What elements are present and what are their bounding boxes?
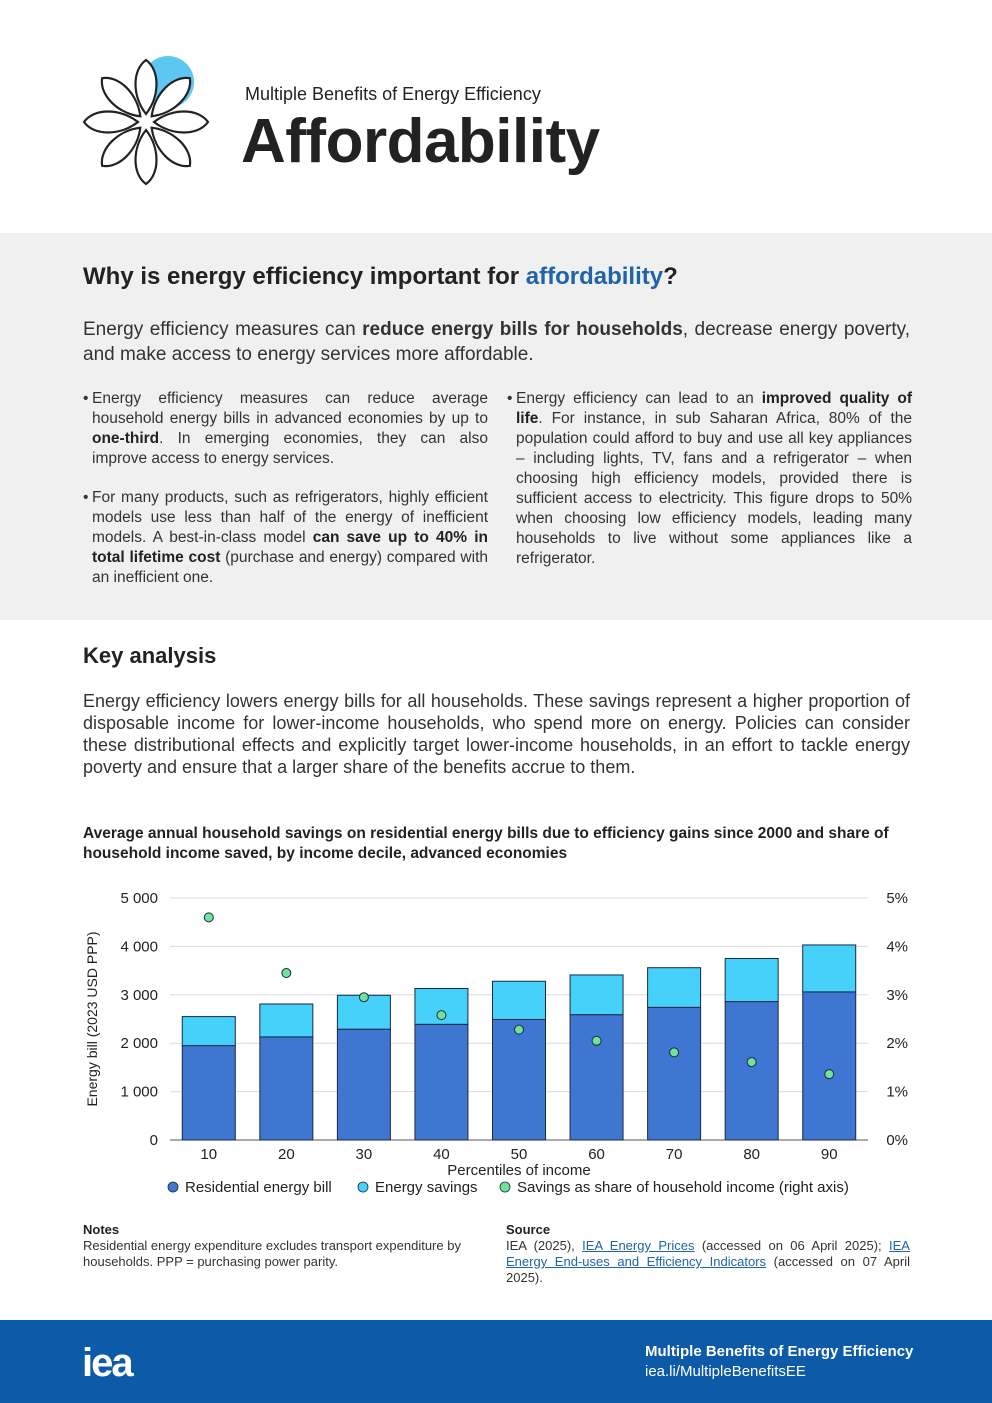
y2-tick-label: 4% bbox=[886, 938, 908, 956]
x-tick-label: 10 bbox=[200, 1146, 218, 1163]
notes bbox=[83, 1222, 488, 1270]
bar-energy-savings bbox=[725, 959, 778, 1002]
source-text-2: (accessed on 06 April 2025); bbox=[694, 1238, 890, 1253]
bar-residential-energy-bill bbox=[648, 1007, 701, 1140]
x-tick-label: 70 bbox=[665, 1146, 683, 1163]
bullet-text: For many products, such as refrigerators, highly efficient models use less than half of the energy of inefficient models. A best-in-class model bbox=[92, 489, 488, 546]
x-tick-label: 20 bbox=[277, 1146, 295, 1163]
bar-energy-savings bbox=[182, 1017, 235, 1046]
legend-marker bbox=[500, 1182, 510, 1192]
y-tick-label: 4 000 bbox=[120, 938, 158, 956]
legend-label: Savings as share of household income (right axis) bbox=[517, 1179, 849, 1196]
header-subtitle: Multiple Benefits of Energy Efficiency bbox=[245, 84, 541, 104]
page-header bbox=[0, 0, 992, 233]
footer bbox=[0, 1320, 992, 1403]
notes-title: Notes bbox=[83, 1222, 120, 1237]
chart-title: Average annual household savings on residential energy bills due to efficiency gains since 2000 and share of household income saved, by income decile, advanced economies bbox=[83, 825, 889, 862]
legend-marker bbox=[168, 1182, 178, 1192]
x-tick-label: 90 bbox=[820, 1146, 838, 1163]
why-section bbox=[0, 233, 992, 620]
bar-energy-savings bbox=[570, 975, 623, 1015]
point-share-of-income bbox=[825, 1070, 834, 1079]
point-share-of-income bbox=[515, 1025, 524, 1034]
bar-energy-savings bbox=[493, 981, 546, 1019]
link-iea-energy-prices[interactable]: IEA Energy Prices bbox=[582, 1238, 695, 1253]
bullet-one-third bbox=[83, 389, 488, 469]
chart-svg bbox=[75, 880, 915, 1210]
lead-bold: reduce energy bills for households bbox=[362, 319, 683, 340]
x-tick-label: 30 bbox=[355, 1146, 373, 1163]
point-share-of-income bbox=[359, 993, 368, 1002]
point-share-of-income bbox=[204, 913, 213, 922]
bullet-text: (purchase and energy) compared with an inefficient one. bbox=[92, 549, 488, 586]
y-tick-label: 3 000 bbox=[120, 986, 158, 1004]
x-tick-label: 60 bbox=[588, 1146, 605, 1163]
iea-logo[interactable]: iea bbox=[82, 1341, 132, 1385]
y-tick-label: 1 000 bbox=[120, 1083, 158, 1101]
bullet-bold: improved quality of life bbox=[516, 390, 912, 427]
x-tick-label: 80 bbox=[743, 1146, 761, 1163]
why-heading-suffix: ? bbox=[663, 263, 678, 290]
bullet-refrigerators bbox=[83, 488, 488, 588]
point-share-of-income bbox=[670, 1048, 679, 1057]
bar-residential-energy-bill bbox=[415, 1024, 468, 1140]
legend-label: Energy savings bbox=[375, 1179, 478, 1196]
x-tick-label: 50 bbox=[510, 1146, 528, 1163]
point-share-of-income bbox=[282, 969, 291, 978]
bar-residential-energy-bill bbox=[493, 1019, 546, 1140]
key-analysis-text: Energy efficiency lowers energy bills for all households. These savings represent a higher proportion of disposable income for lower-income households, who spend more on energy. Policies can consider these distributional effects and explicitly target lower-income households, in an effort to tackle energy poverty and ensure that a larger share of the benefits accrue to them. bbox=[83, 691, 910, 777]
page-title: Affordability bbox=[241, 107, 600, 176]
footer-title: Multiple Benefits of Energy Efficiency bbox=[645, 1343, 914, 1360]
bar-residential-energy-bill bbox=[570, 1015, 623, 1140]
x-axis-label: Percentiles of income bbox=[447, 1162, 591, 1179]
bullet-text: Energy efficiency can lead to an bbox=[516, 390, 762, 407]
why-heading-highlight: affordability bbox=[525, 263, 664, 290]
y-tick-label: 5 000 bbox=[120, 890, 158, 907]
why-heading-prefix: Why is energy efficiency important for bbox=[83, 263, 526, 290]
y-axis-label: Energy bill (2023 USD PPP) bbox=[84, 931, 100, 1107]
bullet-text: . For instance, in sub Saharan Africa, 80% of the population could afford to buy and use all key appliances – including lights, TV, fans and a refrigerator – when choosing high efficiency models, provided there is sufficient access to electricity. This figure drops to 50% when choosing low efficiency models, leading many households to live without some appliances like a refrigerator. bbox=[516, 410, 912, 567]
bar-energy-savings bbox=[648, 968, 701, 1008]
y-tick-label: 0 bbox=[149, 1132, 158, 1149]
source-text-3: (accessed on 07 April 2025). bbox=[506, 1254, 910, 1285]
bullet-bold: one-third bbox=[92, 430, 160, 447]
y2-tick-label: 0% bbox=[886, 1132, 908, 1149]
bar-residential-energy-bill bbox=[725, 1002, 778, 1140]
point-share-of-income bbox=[592, 1036, 601, 1045]
legend-label: Residential energy bill bbox=[185, 1179, 332, 1196]
bar-energy-savings bbox=[803, 945, 856, 992]
source-text bbox=[506, 1238, 910, 1286]
link-iea-end-uses[interactable]: IEA Energy End-uses and Efficiency Indicators bbox=[506, 1238, 910, 1269]
why-lead bbox=[83, 317, 910, 367]
flower-logo-icon bbox=[76, 52, 216, 192]
point-share-of-income bbox=[437, 1011, 446, 1020]
why-heading bbox=[83, 263, 678, 291]
bullets-right bbox=[507, 389, 912, 588]
y2-tick-label: 5% bbox=[886, 890, 908, 907]
y-tick-label: 2 000 bbox=[120, 1035, 158, 1053]
bar-residential-energy-bill bbox=[182, 1046, 235, 1140]
source-title: Source bbox=[506, 1222, 551, 1237]
y2-tick-label: 3% bbox=[886, 986, 908, 1004]
legend-marker bbox=[358, 1182, 368, 1192]
x-tick-label: 40 bbox=[433, 1146, 450, 1163]
lead-text-1: Energy efficiency measures can bbox=[83, 319, 363, 340]
y2-tick-label: 1% bbox=[886, 1083, 908, 1101]
lead-text-2: , decrease energy poverty, and make access to energy services more affordable. bbox=[83, 319, 911, 365]
source-text-1: IEA (2025), bbox=[506, 1238, 583, 1253]
chart bbox=[75, 880, 915, 1210]
bullet-quality-of-life bbox=[507, 389, 912, 569]
key-analysis-title: Key analysis bbox=[83, 643, 217, 668]
bar-energy-savings bbox=[260, 1004, 313, 1037]
bullet-bold: can save up to 40% in total lifetime cost bbox=[92, 529, 488, 566]
source bbox=[506, 1222, 910, 1286]
bar-residential-energy-bill bbox=[803, 992, 856, 1140]
bar-residential-energy-bill bbox=[260, 1037, 313, 1140]
bullet-text: Energy efficiency measures can reduce average household energy bills in advanced economies by up to bbox=[92, 390, 488, 427]
bullets-left bbox=[83, 389, 488, 607]
footer-url[interactable]: iea.li/MultipleBenefitsEE bbox=[645, 1363, 806, 1380]
bar-residential-energy-bill bbox=[337, 1029, 390, 1140]
y2-tick-label: 2% bbox=[886, 1035, 908, 1053]
bullet-text: . In emerging economies, they can also improve access to energy services. bbox=[92, 430, 488, 467]
notes-text: Residential energy expenditure excludes transport expenditure by households. PPP = purchasing power parity. bbox=[83, 1238, 461, 1269]
point-share-of-income bbox=[747, 1058, 756, 1067]
